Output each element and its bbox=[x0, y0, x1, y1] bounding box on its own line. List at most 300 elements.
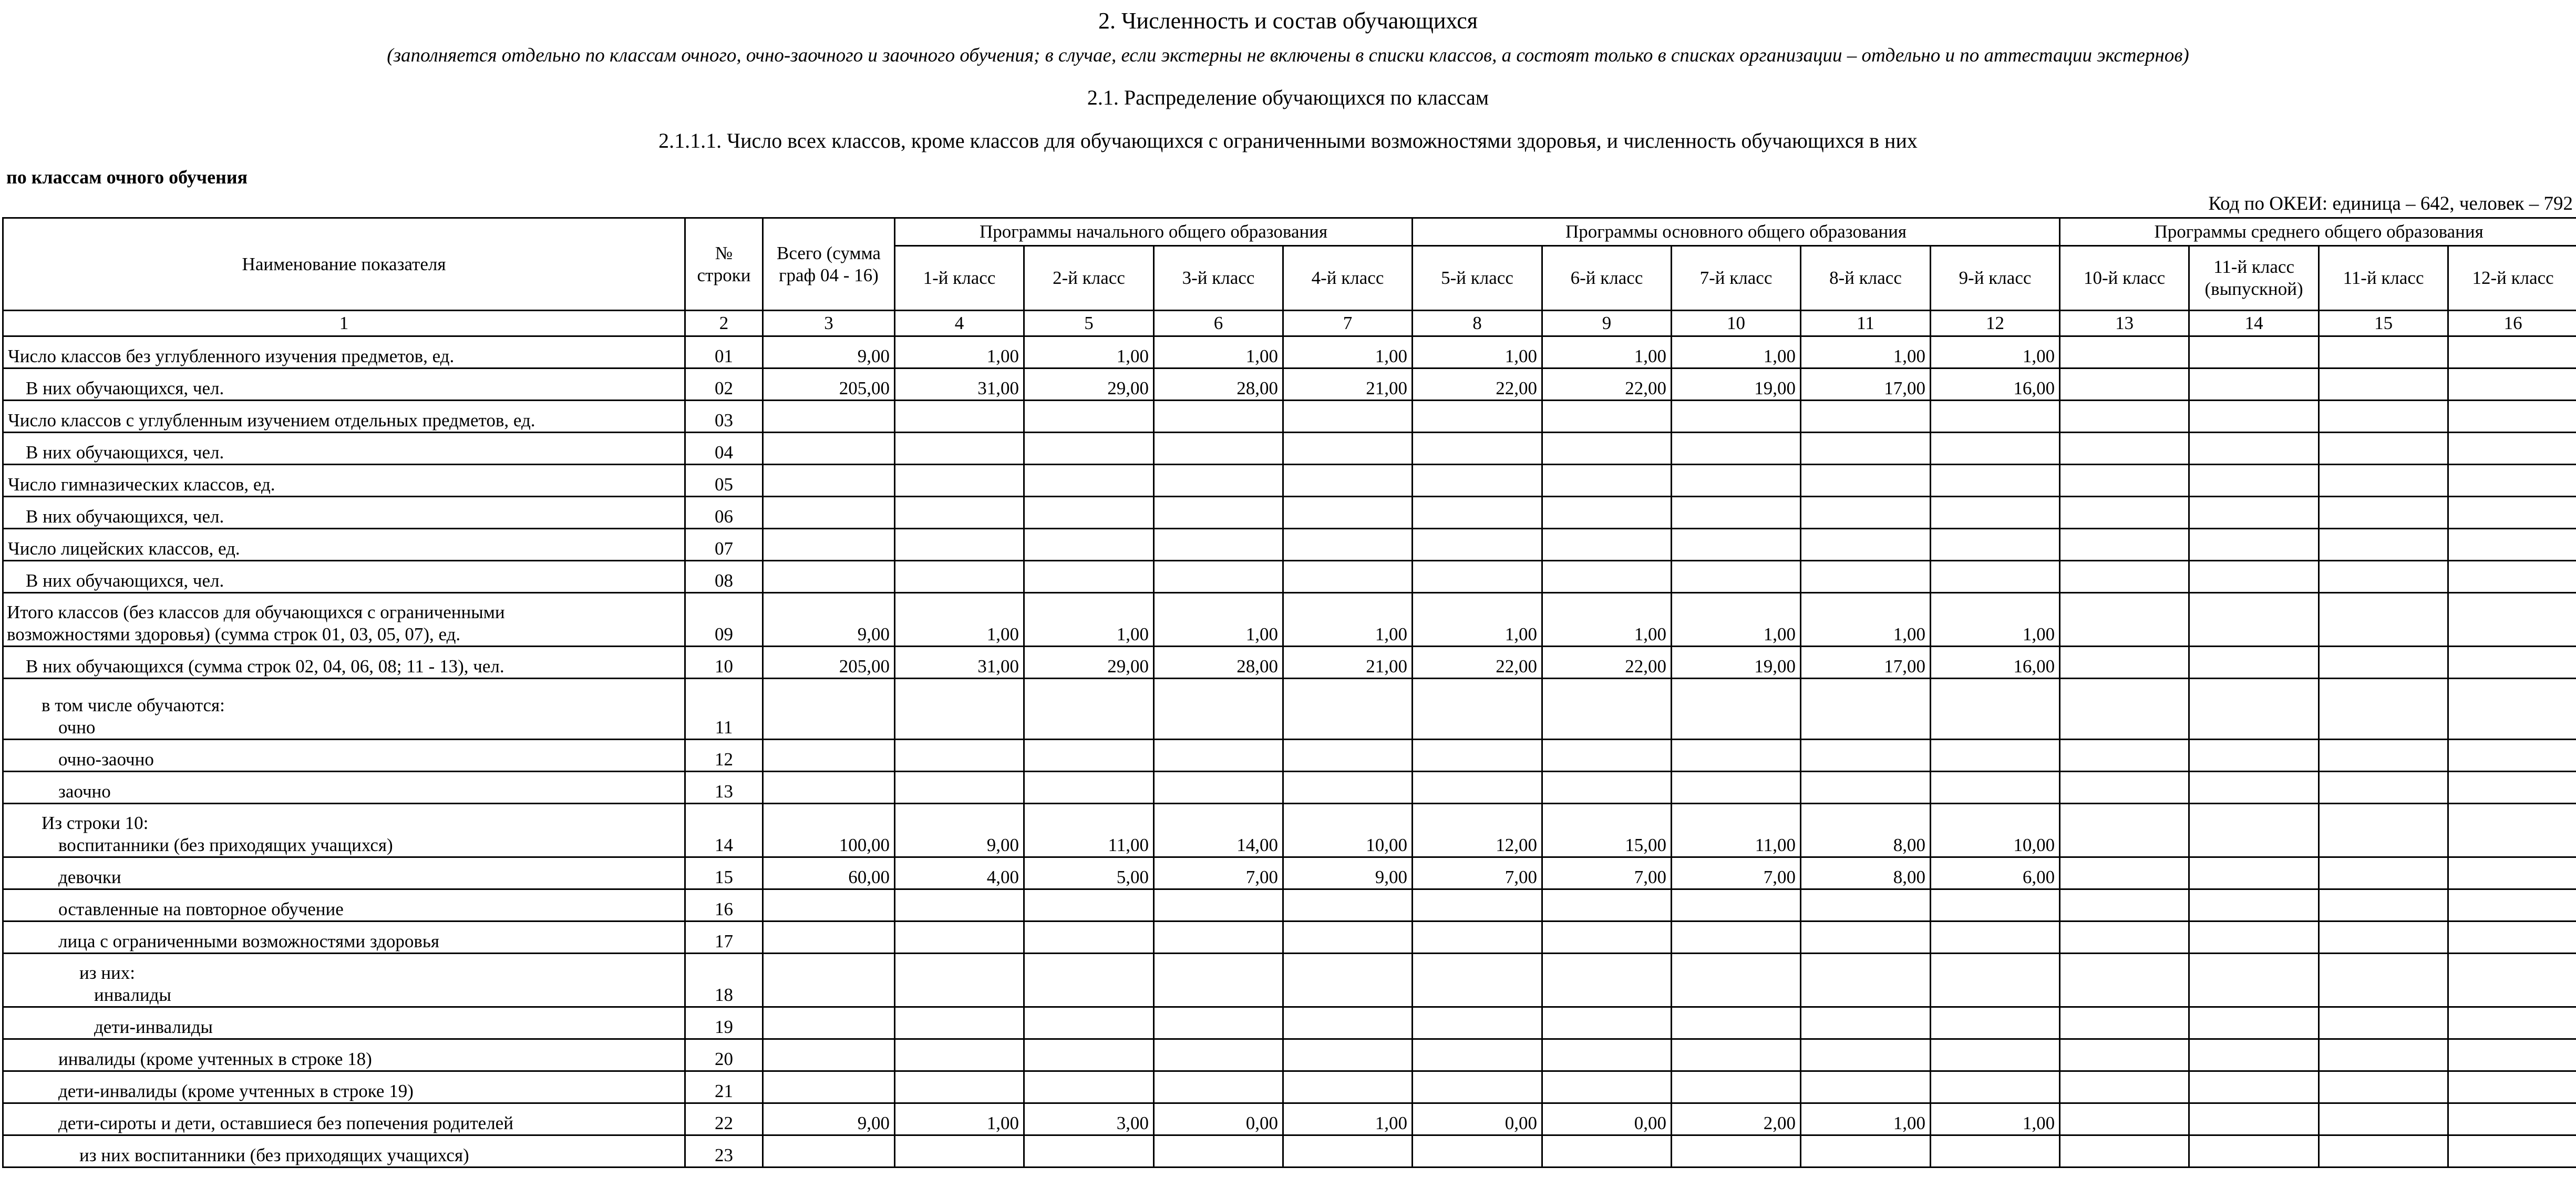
value-cell bbox=[763, 401, 895, 433]
value-cell bbox=[1542, 1007, 1672, 1039]
value-cell: 1,00 bbox=[1931, 1103, 2060, 1135]
value-cell bbox=[895, 1039, 1024, 1071]
table-row bbox=[3, 529, 2576, 561]
value-cell: 1,00 bbox=[1283, 1103, 1413, 1135]
row-label: дети-сироты и дети, оставшиеся без попечения родителей bbox=[3, 1103, 685, 1135]
value-cell bbox=[2189, 593, 2319, 647]
value-cell bbox=[2319, 465, 2448, 497]
form-note: (заполняется отдельно по классам очного, очно-заочного и заочного обучения; в случае, если экстерны не включены в списки классов, а состоят только в списках организации – отдельно и по аттестации экстернов) bbox=[387, 45, 2189, 66]
value-cell bbox=[2189, 647, 2319, 679]
value-cell bbox=[1801, 529, 1931, 561]
value-cell bbox=[1154, 1071, 1283, 1103]
row-label-line: Из строки 10: bbox=[42, 813, 149, 833]
row-label: Число классов без углубленного изучения предметов, ед. bbox=[3, 336, 685, 368]
table-row bbox=[3, 1039, 2576, 1071]
value-cell bbox=[2189, 679, 2319, 740]
row-number: 21 bbox=[685, 1071, 763, 1103]
value-cell bbox=[2189, 889, 2319, 921]
subsection-title: 2.1.1.1. Число всех классов, кроме классов для обучающихся с ограниченными возможностями здоровья, и численность обучающихся в них bbox=[658, 129, 1918, 152]
value-cell bbox=[2448, 857, 2576, 889]
col-header-row-number: № строки bbox=[685, 218, 763, 311]
value-cell bbox=[763, 465, 895, 497]
value-cell bbox=[763, 529, 895, 561]
value-cell: 1,00 bbox=[1801, 593, 1931, 647]
value-cell: 1,00 bbox=[1413, 593, 1542, 647]
value-cell bbox=[895, 1007, 1024, 1039]
value-cell bbox=[2448, 1103, 2576, 1135]
value-cell bbox=[2060, 921, 2189, 954]
row-label: Число классов с углубленным изучением отдельных предметов, ед. bbox=[3, 401, 685, 433]
table-row bbox=[3, 593, 2576, 647]
value-cell bbox=[2319, 857, 2448, 889]
value-cell bbox=[763, 921, 895, 954]
value-cell: 22,00 bbox=[1542, 368, 1672, 401]
value-cell bbox=[2060, 889, 2189, 921]
value-cell bbox=[1801, 433, 1931, 465]
table-row bbox=[3, 954, 2576, 1007]
value-cell bbox=[2448, 433, 2576, 465]
value-cell bbox=[1801, 561, 1931, 593]
row-number: 16 bbox=[685, 889, 763, 921]
value-cell bbox=[2060, 954, 2189, 1007]
value-cell bbox=[2060, 401, 2189, 433]
value-cell: 9,00 bbox=[895, 804, 1024, 857]
value-cell bbox=[2448, 529, 2576, 561]
value-cell: 1,00 bbox=[1931, 593, 2060, 647]
row-label: лица с ограниченными возможностями здоровья bbox=[3, 921, 685, 954]
value-cell: 10,00 bbox=[1283, 804, 1413, 857]
value-cell bbox=[1024, 1039, 1154, 1071]
value-cell bbox=[1672, 889, 1801, 921]
value-cell bbox=[2060, 679, 2189, 740]
value-cell bbox=[1413, 561, 1542, 593]
row-number: 17 bbox=[685, 921, 763, 954]
value-cell bbox=[763, 889, 895, 921]
value-cell: 1,00 bbox=[895, 336, 1024, 368]
col-header-grade: 3-й класс bbox=[1154, 246, 1283, 311]
value-cell bbox=[1413, 529, 1542, 561]
value-cell: 1,00 bbox=[1283, 336, 1413, 368]
value-cell: 7,00 bbox=[1154, 857, 1283, 889]
col-header-grade: 8-й класс bbox=[1801, 246, 1931, 311]
value-cell bbox=[895, 529, 1024, 561]
value-cell bbox=[763, 740, 895, 772]
value-cell bbox=[2189, 1103, 2319, 1135]
value-cell bbox=[1672, 740, 1801, 772]
value-cell bbox=[763, 772, 895, 804]
value-cell bbox=[1024, 401, 1154, 433]
value-cell bbox=[2189, 529, 2319, 561]
row-number: 23 bbox=[685, 1135, 763, 1168]
value-cell bbox=[1931, 772, 2060, 804]
table-row bbox=[3, 465, 2576, 497]
value-cell bbox=[2189, 857, 2319, 889]
value-cell bbox=[1154, 772, 1283, 804]
value-cell bbox=[2060, 465, 2189, 497]
value-cell bbox=[2448, 368, 2576, 401]
value-cell bbox=[1931, 497, 2060, 529]
value-cell bbox=[1931, 561, 2060, 593]
table-row bbox=[3, 1135, 2576, 1168]
value-cell bbox=[2189, 740, 2319, 772]
value-cell bbox=[1801, 401, 1931, 433]
value-cell: 22,00 bbox=[1413, 368, 1542, 401]
value-cell bbox=[1931, 529, 2060, 561]
value-cell bbox=[2189, 1135, 2319, 1168]
col-number: 10 bbox=[1672, 311, 1801, 336]
row-label: В них обучающихся (сумма строк 02, 04, 06, 08; 11 - 13), чел. bbox=[3, 647, 685, 679]
value-cell bbox=[2319, 772, 2448, 804]
value-cell bbox=[2448, 954, 2576, 1007]
col-header-grade: 6-й класс bbox=[1542, 246, 1672, 311]
col-header-name: Наименование показателя bbox=[3, 218, 685, 311]
value-cell: 14,00 bbox=[1154, 804, 1283, 857]
value-cell bbox=[2319, 529, 2448, 561]
value-cell bbox=[2060, 1135, 2189, 1168]
row-label: В них обучающихся, чел. bbox=[3, 497, 685, 529]
value-cell: 28,00 bbox=[1154, 368, 1283, 401]
col-number: 16 bbox=[2448, 311, 2576, 336]
value-cell bbox=[2448, 1007, 2576, 1039]
value-cell: 1,00 bbox=[1801, 1103, 1931, 1135]
value-cell bbox=[1931, 1007, 2060, 1039]
table-row bbox=[3, 1071, 2576, 1103]
value-cell bbox=[1542, 772, 1672, 804]
value-cell bbox=[2189, 401, 2319, 433]
value-cell: 2,00 bbox=[1672, 1103, 1801, 1135]
col-number: 9 bbox=[1542, 311, 1672, 336]
row-label: очно-заочно bbox=[3, 740, 685, 772]
col-header-grade: 7-й класс bbox=[1672, 246, 1801, 311]
value-cell bbox=[1672, 561, 1801, 593]
value-cell bbox=[1801, 921, 1931, 954]
value-cell bbox=[763, 1007, 895, 1039]
value-cell: 1,00 bbox=[1154, 336, 1283, 368]
value-cell bbox=[895, 679, 1024, 740]
row-number: 20 bbox=[685, 1039, 763, 1071]
value-cell bbox=[1413, 740, 1542, 772]
value-cell bbox=[1413, 954, 1542, 1007]
value-cell bbox=[1283, 529, 1413, 561]
row-number: 12 bbox=[685, 740, 763, 772]
table-row bbox=[3, 497, 2576, 529]
row-label-line: Итого классов (без классов для обучающихся с ограниченными bbox=[7, 602, 505, 622]
value-cell bbox=[2319, 804, 2448, 857]
value-cell bbox=[2448, 1039, 2576, 1071]
col-number: 11 bbox=[1801, 311, 1931, 336]
value-cell: 29,00 bbox=[1024, 647, 1154, 679]
col-number: 14 bbox=[2189, 311, 2319, 336]
value-cell bbox=[1283, 401, 1413, 433]
value-cell bbox=[1801, 772, 1931, 804]
value-cell bbox=[2319, 401, 2448, 433]
value-cell: 1,00 bbox=[895, 593, 1024, 647]
header-row-groups bbox=[3, 218, 2576, 246]
value-cell bbox=[2448, 772, 2576, 804]
value-cell: 10,00 bbox=[1931, 804, 2060, 857]
value-cell bbox=[1024, 433, 1154, 465]
value-cell: 17,00 bbox=[1801, 647, 1931, 679]
value-cell bbox=[1931, 401, 2060, 433]
value-cell bbox=[895, 1071, 1024, 1103]
value-cell: 9,00 bbox=[763, 336, 895, 368]
value-cell bbox=[1413, 889, 1542, 921]
row-number: 10 bbox=[685, 647, 763, 679]
value-cell bbox=[1542, 679, 1672, 740]
value-cell bbox=[1154, 401, 1283, 433]
value-cell: 15,00 bbox=[1542, 804, 1672, 857]
value-cell bbox=[1672, 1039, 1801, 1071]
table-row bbox=[3, 679, 2576, 740]
value-cell bbox=[2060, 497, 2189, 529]
value-cell bbox=[1801, 1135, 1931, 1168]
study-mode-label: по классам очного обучения bbox=[6, 167, 248, 188]
value-cell bbox=[895, 497, 1024, 529]
row-label: В них обучающихся, чел. bbox=[3, 561, 685, 593]
value-cell bbox=[1283, 1007, 1413, 1039]
value-cell bbox=[1154, 561, 1283, 593]
value-cell bbox=[1542, 561, 1672, 593]
value-cell: 9,00 bbox=[1283, 857, 1413, 889]
value-cell: 1,00 bbox=[1024, 593, 1154, 647]
value-cell bbox=[1024, 1135, 1154, 1168]
value-cell bbox=[1413, 1039, 1542, 1071]
value-cell bbox=[2319, 368, 2448, 401]
value-cell: 9,00 bbox=[763, 593, 895, 647]
value-cell bbox=[2319, 561, 2448, 593]
value-cell bbox=[1154, 465, 1283, 497]
value-cell bbox=[1413, 921, 1542, 954]
value-cell bbox=[1413, 772, 1542, 804]
value-cell bbox=[763, 954, 895, 1007]
value-cell bbox=[2060, 740, 2189, 772]
row-number: 06 bbox=[685, 497, 763, 529]
value-cell bbox=[1801, 889, 1931, 921]
value-cell bbox=[1154, 740, 1283, 772]
value-cell: 7,00 bbox=[1542, 857, 1672, 889]
value-cell bbox=[1542, 1135, 1672, 1168]
value-cell bbox=[1542, 740, 1672, 772]
value-cell bbox=[1283, 889, 1413, 921]
value-cell bbox=[1542, 401, 1672, 433]
value-cell bbox=[1283, 772, 1413, 804]
row-label-line: из них: bbox=[79, 963, 135, 983]
value-cell bbox=[1413, 1135, 1542, 1168]
value-cell bbox=[2189, 465, 2319, 497]
value-cell bbox=[1801, 1007, 1931, 1039]
value-cell bbox=[2189, 1039, 2319, 1071]
col-header-grade: 2-й класс bbox=[1024, 246, 1154, 311]
value-cell bbox=[1931, 1039, 2060, 1071]
value-cell bbox=[2319, 1071, 2448, 1103]
group-header-basic: Программы основного общего образования bbox=[1413, 218, 2060, 246]
value-cell bbox=[895, 401, 1024, 433]
value-cell bbox=[2319, 1007, 2448, 1039]
value-cell bbox=[1024, 954, 1154, 1007]
value-cell bbox=[895, 561, 1024, 593]
row-label: из них воспитанники (без приходящих учащихся) bbox=[3, 1135, 685, 1168]
row-number: 01 bbox=[685, 336, 763, 368]
value-cell: 17,00 bbox=[1801, 368, 1931, 401]
value-cell: 1,00 bbox=[1672, 593, 1801, 647]
row-number: 15 bbox=[685, 857, 763, 889]
table-row bbox=[3, 740, 2576, 772]
row-label bbox=[3, 593, 685, 647]
table-row bbox=[3, 561, 2576, 593]
value-cell bbox=[1931, 433, 2060, 465]
value-cell: 19,00 bbox=[1672, 647, 1801, 679]
row-number: 02 bbox=[685, 368, 763, 401]
value-cell bbox=[1542, 954, 1672, 1007]
table-row bbox=[3, 433, 2576, 465]
value-cell bbox=[2060, 433, 2189, 465]
row-label bbox=[3, 679, 685, 740]
value-cell: 3,00 bbox=[1024, 1103, 1154, 1135]
value-cell bbox=[895, 772, 1024, 804]
row-number: 19 bbox=[685, 1007, 763, 1039]
value-cell bbox=[895, 921, 1024, 954]
okei-code: Код по ОКЕИ: единица – 642, человек – 792 bbox=[2208, 193, 2573, 214]
value-cell bbox=[2319, 433, 2448, 465]
table-row bbox=[3, 889, 2576, 921]
value-cell bbox=[1931, 1135, 2060, 1168]
value-cell bbox=[2189, 1007, 2319, 1039]
value-cell: 0,00 bbox=[1413, 1103, 1542, 1135]
value-cell bbox=[2189, 921, 2319, 954]
value-cell bbox=[1931, 889, 2060, 921]
value-cell bbox=[2060, 1007, 2189, 1039]
value-cell bbox=[1154, 433, 1283, 465]
value-cell bbox=[1931, 1071, 2060, 1103]
value-cell bbox=[1413, 1007, 1542, 1039]
value-cell bbox=[1542, 1071, 1672, 1103]
value-cell bbox=[895, 889, 1024, 921]
value-cell bbox=[2448, 593, 2576, 647]
value-cell bbox=[1283, 1071, 1413, 1103]
value-cell bbox=[2189, 368, 2319, 401]
col-number: 12 bbox=[1931, 311, 2060, 336]
value-cell bbox=[1931, 679, 2060, 740]
value-cell bbox=[2060, 1103, 2189, 1135]
value-cell: 22,00 bbox=[1413, 647, 1542, 679]
value-cell bbox=[1283, 740, 1413, 772]
value-cell bbox=[1931, 954, 2060, 1007]
value-cell bbox=[1154, 529, 1283, 561]
col-number: 5 bbox=[1024, 311, 1154, 336]
row-label: Число лицейских классов, ед. bbox=[3, 529, 685, 561]
value-cell: 8,00 bbox=[1801, 857, 1931, 889]
value-cell bbox=[1283, 954, 1413, 1007]
value-cell bbox=[1542, 921, 1672, 954]
value-cell bbox=[1024, 740, 1154, 772]
row-label bbox=[3, 804, 685, 857]
row-label bbox=[3, 954, 685, 1007]
value-cell bbox=[1024, 1071, 1154, 1103]
value-cell bbox=[1801, 1071, 1931, 1103]
value-cell bbox=[1672, 1071, 1801, 1103]
value-cell bbox=[2060, 857, 2189, 889]
value-cell bbox=[2060, 1071, 2189, 1103]
row-label: заочно bbox=[3, 772, 685, 804]
row-label-line: инвалиды bbox=[94, 985, 171, 1005]
value-cell: 1,00 bbox=[1672, 336, 1801, 368]
value-cell bbox=[2448, 401, 2576, 433]
value-cell bbox=[1283, 921, 1413, 954]
row-label: Число гимназических классов, ед. bbox=[3, 465, 685, 497]
value-cell bbox=[2319, 889, 2448, 921]
value-cell: 31,00 bbox=[895, 368, 1024, 401]
value-cell bbox=[1283, 1135, 1413, 1168]
value-cell: 12,00 bbox=[1413, 804, 1542, 857]
value-cell bbox=[2189, 772, 2319, 804]
value-cell: 21,00 bbox=[1283, 647, 1413, 679]
value-cell: 4,00 bbox=[895, 857, 1024, 889]
table-row bbox=[3, 804, 2576, 857]
value-cell bbox=[1931, 740, 2060, 772]
value-cell bbox=[1283, 1039, 1413, 1071]
value-cell bbox=[1672, 772, 1801, 804]
value-cell bbox=[1542, 1039, 1672, 1071]
students-table bbox=[2, 217, 2576, 1168]
value-cell: 1,00 bbox=[1801, 336, 1931, 368]
row-label: инвалиды (кроме учтенных в строке 18) bbox=[3, 1039, 685, 1071]
col-header-grade: 11-й класс (выпускной) bbox=[2189, 246, 2319, 311]
table-row bbox=[3, 921, 2576, 954]
value-cell bbox=[2448, 561, 2576, 593]
value-cell bbox=[1154, 954, 1283, 1007]
row-label: оставленные на повторное обучение bbox=[3, 889, 685, 921]
group-header-secondary: Программы среднего общего образования bbox=[2060, 218, 2576, 246]
value-cell: 22,00 bbox=[1542, 647, 1672, 679]
value-cell bbox=[2319, 921, 2448, 954]
row-number: 22 bbox=[685, 1103, 763, 1135]
value-cell bbox=[763, 1071, 895, 1103]
col-header-grade: 5-й класс bbox=[1413, 246, 1542, 311]
value-cell bbox=[1672, 433, 1801, 465]
value-cell: 1,00 bbox=[1542, 593, 1672, 647]
value-cell bbox=[2319, 1103, 2448, 1135]
col-header-total: Всего (сумма граф 04 - 16) bbox=[763, 218, 895, 311]
value-cell bbox=[1672, 921, 1801, 954]
value-cell bbox=[1672, 1135, 1801, 1168]
value-cell bbox=[2448, 679, 2576, 740]
table-row bbox=[3, 857, 2576, 889]
value-cell bbox=[1931, 921, 2060, 954]
col-header-grade: 11-й класс bbox=[2319, 246, 2448, 311]
row-label: дети-инвалиды bbox=[3, 1007, 685, 1039]
value-cell bbox=[1413, 401, 1542, 433]
value-cell bbox=[763, 561, 895, 593]
value-cell bbox=[2448, 921, 2576, 954]
col-header-grade: 4-й класс bbox=[1283, 246, 1413, 311]
value-cell: 0,00 bbox=[1542, 1103, 1672, 1135]
value-cell bbox=[1024, 921, 1154, 954]
value-cell bbox=[2060, 772, 2189, 804]
table-row bbox=[3, 647, 2576, 679]
value-cell bbox=[1801, 954, 1931, 1007]
col-number: 13 bbox=[2060, 311, 2189, 336]
value-cell bbox=[1024, 561, 1154, 593]
value-cell bbox=[2319, 1039, 2448, 1071]
value-cell: 5,00 bbox=[1024, 857, 1154, 889]
row-number: 03 bbox=[685, 401, 763, 433]
row-label-line: возможностями здоровья) (сумма строк 01, 03, 05, 07), ед. bbox=[7, 624, 461, 644]
value-cell bbox=[2319, 1135, 2448, 1168]
value-cell bbox=[763, 1039, 895, 1071]
value-cell bbox=[2448, 497, 2576, 529]
value-cell: 0,00 bbox=[1154, 1103, 1283, 1135]
table-row bbox=[3, 368, 2576, 401]
